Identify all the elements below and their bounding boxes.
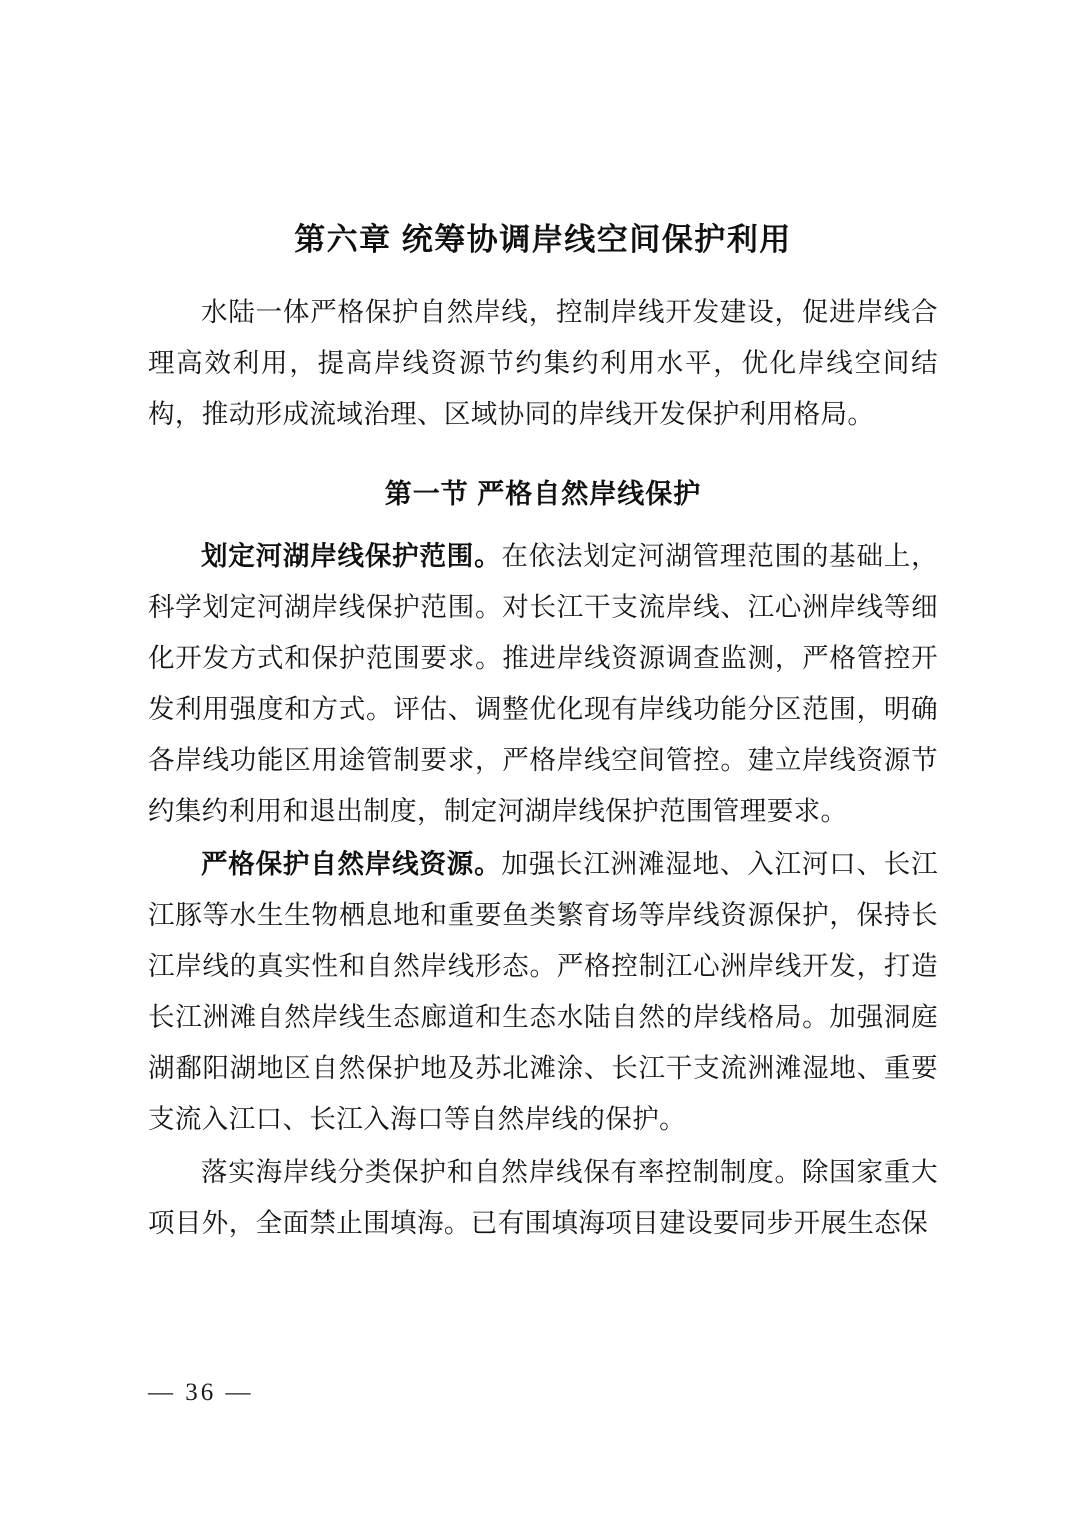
- body-paragraph: [148, 1147, 938, 1249]
- paragraph-text: 落实海岸线分类保护和自然岸线保有率控制制度。除国家重大项目外，全面禁止围填海。已有围填海项目建设要同步开展生态保: [148, 1157, 938, 1238]
- paragraph-lead: 划定河湖岸线保护范围。: [201, 541, 502, 571]
- paragraph-text: 加强长江洲滩湿地、入江河口、长江江豚等水生生物栖息地和重要鱼类繁育场等岸线资源保护，保持长江岸线的真实性和自然岸线形态。严格控制江心洲岸线开发，打造长江洲滩自然岸线生态廊道和生态水陆自然的岸线格局。加强洞庭湖鄱阳湖地区自然保护地及苏北滩涂、长江干支流洲滩湿地、重要支流入江口、长江入海口等自然岸线的保护。: [148, 849, 938, 1134]
- body-paragraph: [148, 531, 938, 837]
- paragraph-text: 在依法划定河湖管理范围的基础上，科学划定河湖岸线保护范围。对长江干支流岸线、江心洲岸线等细化开发方式和保护范围要求。推进岸线资源调查监测，严格管控开发利用强度和方式。评估、调整优化现有岸线功能分区范围，明确各岸线功能区用途管制要求，严格岸线空间管控。建立岸线资源节约集约利用和退出制度，制定河湖岸线保护范围管理要求。: [148, 541, 938, 826]
- section-title: 第一节 严格自然岸线保护: [384, 479, 702, 509]
- body-paragraph: [148, 839, 938, 1145]
- paragraph-lead: 严格保护自然岸线资源。: [201, 849, 502, 879]
- chapter-title: 第六章 统筹协调岸线空间保护利用: [294, 222, 792, 257]
- intro-paragraph: 水陆一体严格保护自然岸线，控制岸线开发建设，促进岸线合理高效利用，提高岸线资源节约集约利用水平，优化岸线空间结构，推动形成流域治理、区域协同的岸线开发保护利用格局。: [148, 297, 938, 429]
- page-content: [148, 0, 938, 1251]
- page-number: — 36 —: [148, 1379, 254, 1406]
